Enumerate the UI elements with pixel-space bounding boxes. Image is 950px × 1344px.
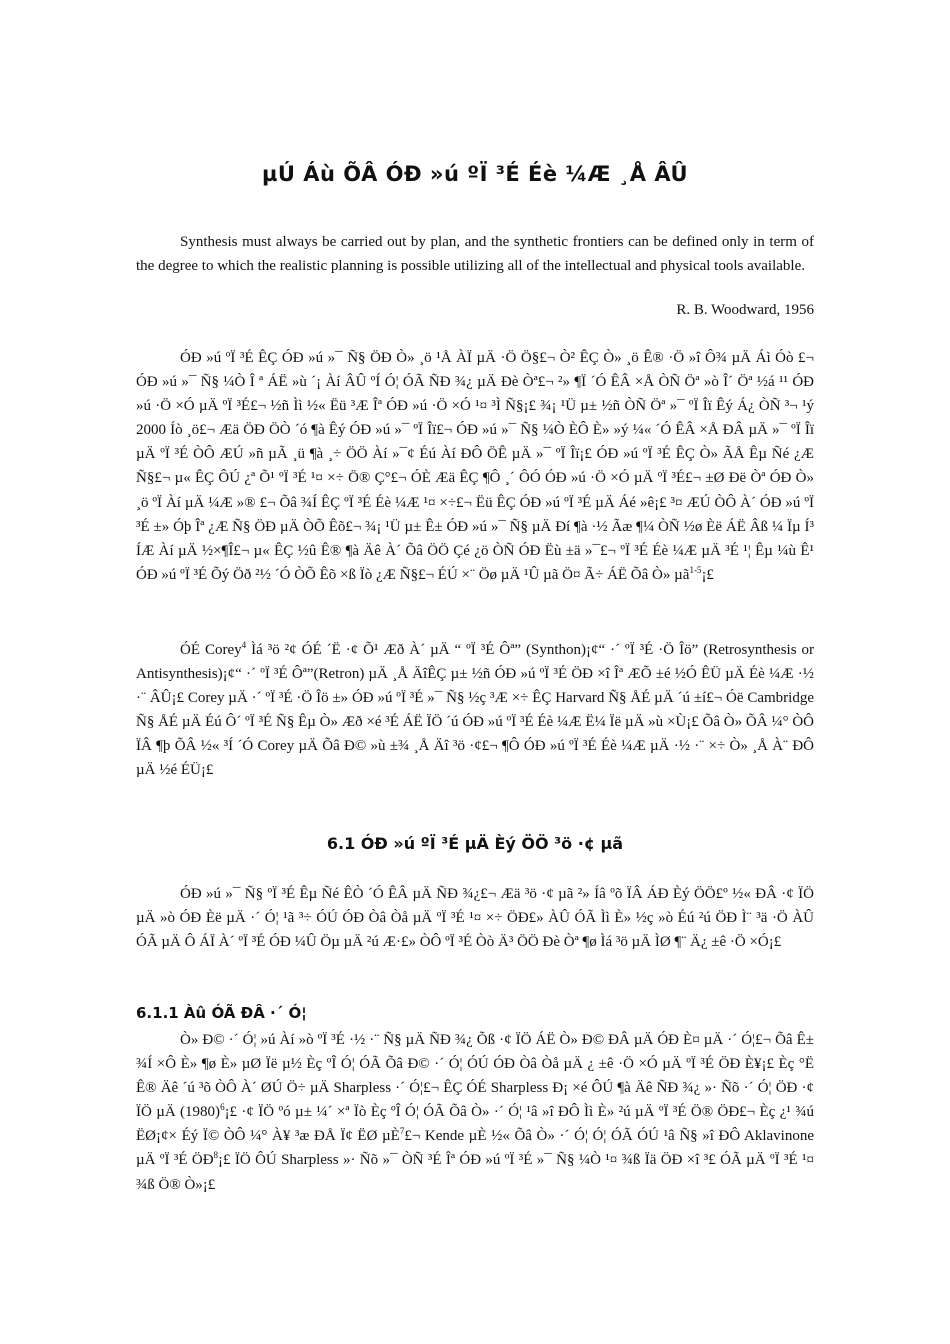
paragraph-2-text-after: Ìá ³ö ²¢ ÓÉ ´Ë ·¢ Õ¹ Æð À´ µÄ “ ºÏ ³É Ôª” (Synthon)¡¢“ ·´ ºÏ ³É ·Ö Îö” (Retrosynthesis or Antisynthesis)¡¢“ ·´ ºÏ ³É Ôª”(Retron) µÄ ¸Å ÄîÊÇ µ± ½ñ ÓÐ »ú ºÏ ³É ÖÐ ×î Îª ÆÕ ±é ½Ó ÊÜ µÄ Éè ¼Æ ·½ ·¨ ÂÛ¡£ Corey µÄ ·´ ºÏ ³É ·Ö Îö ±» ÓÐ »ú ºÏ ³É »¯ Ñ§ ½ç ³Æ ×÷ ÊÇ Harvard Ñ§ ÅÉ µÄ ´ú ±í£¬ Óë Cambridge Ñ§ ÅÉ µÄ Éú Ô´ ºÏ ³É Ñ§ Êµ Ò» Æð ×é ³É ÁË ÏÖ ´ú ÓÐ »ú ºÏ ³É Éè ¼Æ Ë¼ Ïë µÄ »ù ×Ù¡£ Õâ Ò» ÕÂ ¼° ÒÔ ÏÂ ¶þ ÕÂ ½« ³Í ´Ó Corey µÄ Õâ Ð© »ù ±¾ ¸Å Äî ³ö ·¢£¬ ¶Ô ÓÐ »ú ºÏ ³É Éè ¼Æ µÄ ·½ ·¨ ×÷ Ò» ¸Å À¨ ÐÔ µÄ ½é ÉÜ¡£ [136, 642, 814, 779]
paragraph-3: ÓÐ »ú »¯ Ñ§ ºÏ ³É Êµ Ñé ÊÒ ´Ó ÊÂ µÄ ÑÐ ¾¿£¬ Æä ³ö ·¢ µã ²» Íâ ºõ ÏÂ ÁÐ Èý ÖÖ£º ½« ÐÂ ·¢ ÏÖ µÄ »ò ÓÐ Èë µÄ ·´ Ó¦ ¹ã ³÷ ÓÚ ÓÐ Òâ Òå µÄ ºÏ ³É ¹¤ ×÷ ÖÐ£» ÀÛ ÓÃ Ìì È» ½ç »ò Éú ²ú ÖÐ Ì¨ ³ä ·Ö ÀÛ ÓÃ µÄ Ô ÁÏ À´ ºÏ ³É ÓÐ ¼Û Öµ µÄ ²ú Æ·£» ÒÔ ºÏ ³É Òò Ä³ ÖÖ Ðè Òª ¶ø Ìá ³ö µÄ ÌØ ¶¨ Ä¿ ±ê ·Ö ×Ó¡£ [136, 886, 814, 951]
citation-4: 4 [241, 640, 247, 650]
citation-1-5: 1-5 [689, 564, 702, 575]
paragraph-4 [136, 1028, 814, 1197]
paragraph-1-end: ¡£ [701, 566, 714, 583]
paragraph-4-text: Ò» Ð© ·´ Ó¦ »ú Àí »ò ºÏ ³É ·½ ·¨ Ñ§ µÄ ÑÐ ¾¿ Õß ·¢ ÏÖ ÁË Ò» Ð© ÐÂ µÄ ÓÐ È¤ µÄ ·´ Ó¦£¬ Õâ Ê± ¾Í ×Ô È» ¶ø È» µØ Ïë µ½ Èç ºÎ Ó¦ ÓÃ Õâ Ð© ·´ Ó¦ ÓÚ ÓÐ Òâ Òå µÄ ¿ ±ê ·Ö ×Ó µÄ ºÏ ³É ÖÐ È¥¡£ Èç °Ë Ê® Äê ´ú ³õ ÒÔ À´ ØÚ Ö÷ µÄ Sharpless ·´ Ó¦£¬ ÊÇ ÓÉ Sharpless Ð¡ ×é ÔÚ ¶à Äê ÑÐ ¾¿ »· Ñõ ·´ Ó¦ ÖÐ ·¢ ÏÖ µÄ (1980) [136, 1032, 814, 1121]
paragraph-4-text-mid: ¡£ ·¢ ÏÖ ºó µ± ¼´ ×ª Ïò Èç ºÎ Ó¦ ÓÃ Õâ Ò» ·´ Ó¦ ¹â »î ÐÔ Ìì È» ²ú µÄ ºÏ ³É Ö® ÖÐ£¬ Èç ¿¹ ¾ú ËØ¡¢× Éý Ï© ÒÔ ¼° À¥ ³æ ÐÅ Ï¢ ËØ µÈ [136, 1104, 815, 1145]
epigraph-source: R. B. Woodward, 1956 [676, 302, 814, 318]
paragraph-2 [136, 638, 814, 783]
citation-6: 6 [220, 1102, 225, 1113]
subsection-heading: 6.1.1 Àû ÓÃ ÐÂ ·´ Ó¦ [136, 1004, 307, 1022]
citation-7: 7 [399, 1126, 405, 1137]
chapter-title: µÚ Áù ÕÂ ÓÐ »ú ºÏ ³É Éè ¼Æ ¸Å ÂÛ [261, 162, 689, 186]
paragraph-2-text: ÓÉ Corey [180, 642, 242, 658]
paragraph-1-text: ÓÐ »ú ºÏ ³É ÊÇ ÓÐ »ú »¯ Ñ§ ÖÐ Ò» ¸ö ¹Å ÀÏ µÄ ·Ö Ö§£¬ Ò² ÊÇ Ò» ¸ö Ê® ·Ö »î Ô¾ µÄ Áì Óò £¬ ÓÐ »ú »¯ Ñ§ ¼Ò Î ª ÁË »ù ´¡ Àí ÂÛ ºÍ Ó¦ ÓÃ ÑÐ ¾¿ µÄ Ðè Òª£¬ ²» ¶Ï ´Ó ÊÂ ×Å ÒÑ Öª »ò Î´ Öª ½á ¹¹ ÓÐ »ú ·Ö ×Ó µÄ ºÏ ³É£¬ ½ñ Ìì ½« Ëü ³Æ Îª ÓÐ »ú ·Ö ×Ó ¹¤ ³Ì Ñ§¡£ ¾¡ ¹Ü µ± ½ñ ÒÑ Öª »¯ ºÏ Îï Êý Á¿ ÒÑ ³¬ ¹ý 2000 Íò ¸ö£¬ Æä ÖÐ ÖÒ ´ó ¶à Êý ÓÐ »ú »¯ ºÏ Îï£¬ ÓÐ »ú »¯ Ñ§ ¼Ò ÈÔ È» »ý ¼« ´Ó ÊÂ ×Å ÐÂ µÄ »¯ ºÏ Îï µÄ ºÏ ³É ÒÔ ÆÚ »ñ µÃ ¸ü ¶à ¸÷ ÖÖ Àí »¯¢ Éú Àí ÐÔ ÖÊ µÄ »¯ ºÏ Îï¡£ ÓÐ »ú ºÏ ³É ÊÇ Ò» ÃÅ Êµ Ñé ¿Æ Ñ§£¬ µ« ÊÇ ÔÚ ¿ª Õ¹ ºÏ ³É ¹¤ ×÷ Ö® Ç°£¬ ÓÈ Æä ÊÇ ¶Ô ¸´ ÔÓ ÓÐ »ú ·Ö ×Ó µÄ ºÏ ³É£¬ ±Ø Ðë Òª ÓÐ Ò» ¸ö ºÏ Àí µÄ ¼Æ »® £¬ Õâ ¾Í ÊÇ ºÏ ³É Éè ¼Æ ¹¤ ×÷£¬ Ëü ÊÇ ÓÐ »ú ºÏ ³É µÄ Áé »ê¡£ ³¤ ÆÚ ÒÔ À´ ÓÐ »ú ºÏ ³É ±» Óþ Îª ¿Æ Ñ§ ÖÐ µÄ ÒÕ Êõ£¬ ¾¡ ¹Ü µ± Ê± ÓÐ »ú »¯ Ñ§ µÄ Ðí ¶à ·½ Ãæ ¶¼ ÒÑ ½ø Èë ÁË Âß ¼ Ïµ Í³ ÍÆ Àí µÄ ½×¶Î£¬ µ« ÊÇ ½û Ê® ¶à Äê À´ Õâ ÖÖ Çé ¿ö ÒÑ ÓÐ Ëù ±ä »¯£¬ ºÏ ³É Éè ¼Æ µÄ ³É ¹¦ Êµ ¼ù Ê¹ ÓÐ »ú ºÏ ³É Õý Öð ²½ ´Ó ÒÕ Êõ ×ß Ïò ¿Æ Ñ§£¬ ÉÚ ×¨ Öø µÄ ¹Û µã Ö¤ Ã÷ ÁË Õâ Ò» µã [136, 350, 814, 583]
epigraph-quote: Synthesis must always be carried out by plan, and the synthetic frontiers can be defined only in term of the degree to which the realistic planning is possible utilizing all of the intellectual and physical tools available. [136, 234, 814, 274]
citation-8: 8 [213, 1150, 219, 1161]
paragraph-4-text-end: £¬ Kende µÈ ½« Õâ Ò» ·´ Ó¦ Ó¦ ÓÃ ÓÚ ¹â Ñ§ »î ÐÔ Aklavinone µÄ ºÏ ³É ÖÐ [136, 1128, 814, 1169]
paragraph-4-text-tail: ¡£ ÏÖ ÔÚ Sharpless »· Ñõ »¯ ÒÑ ³É Îª ÓÐ »ú ºÏ ³É »¯ Ñ§ ¼Ò ¹¤ ¾ß Ïä ÖÐ ×î ³£ ÓÃ µÄ ºÏ ³É ¹¤ ¾ß Ö® Ò»¡£ [136, 1152, 814, 1193]
section-heading: 6.1 ÓÐ »ú ºÏ ³É µÄ Èý ÖÖ ³ö ·¢ µã [326, 834, 624, 853]
paragraph-1 [136, 346, 814, 587]
